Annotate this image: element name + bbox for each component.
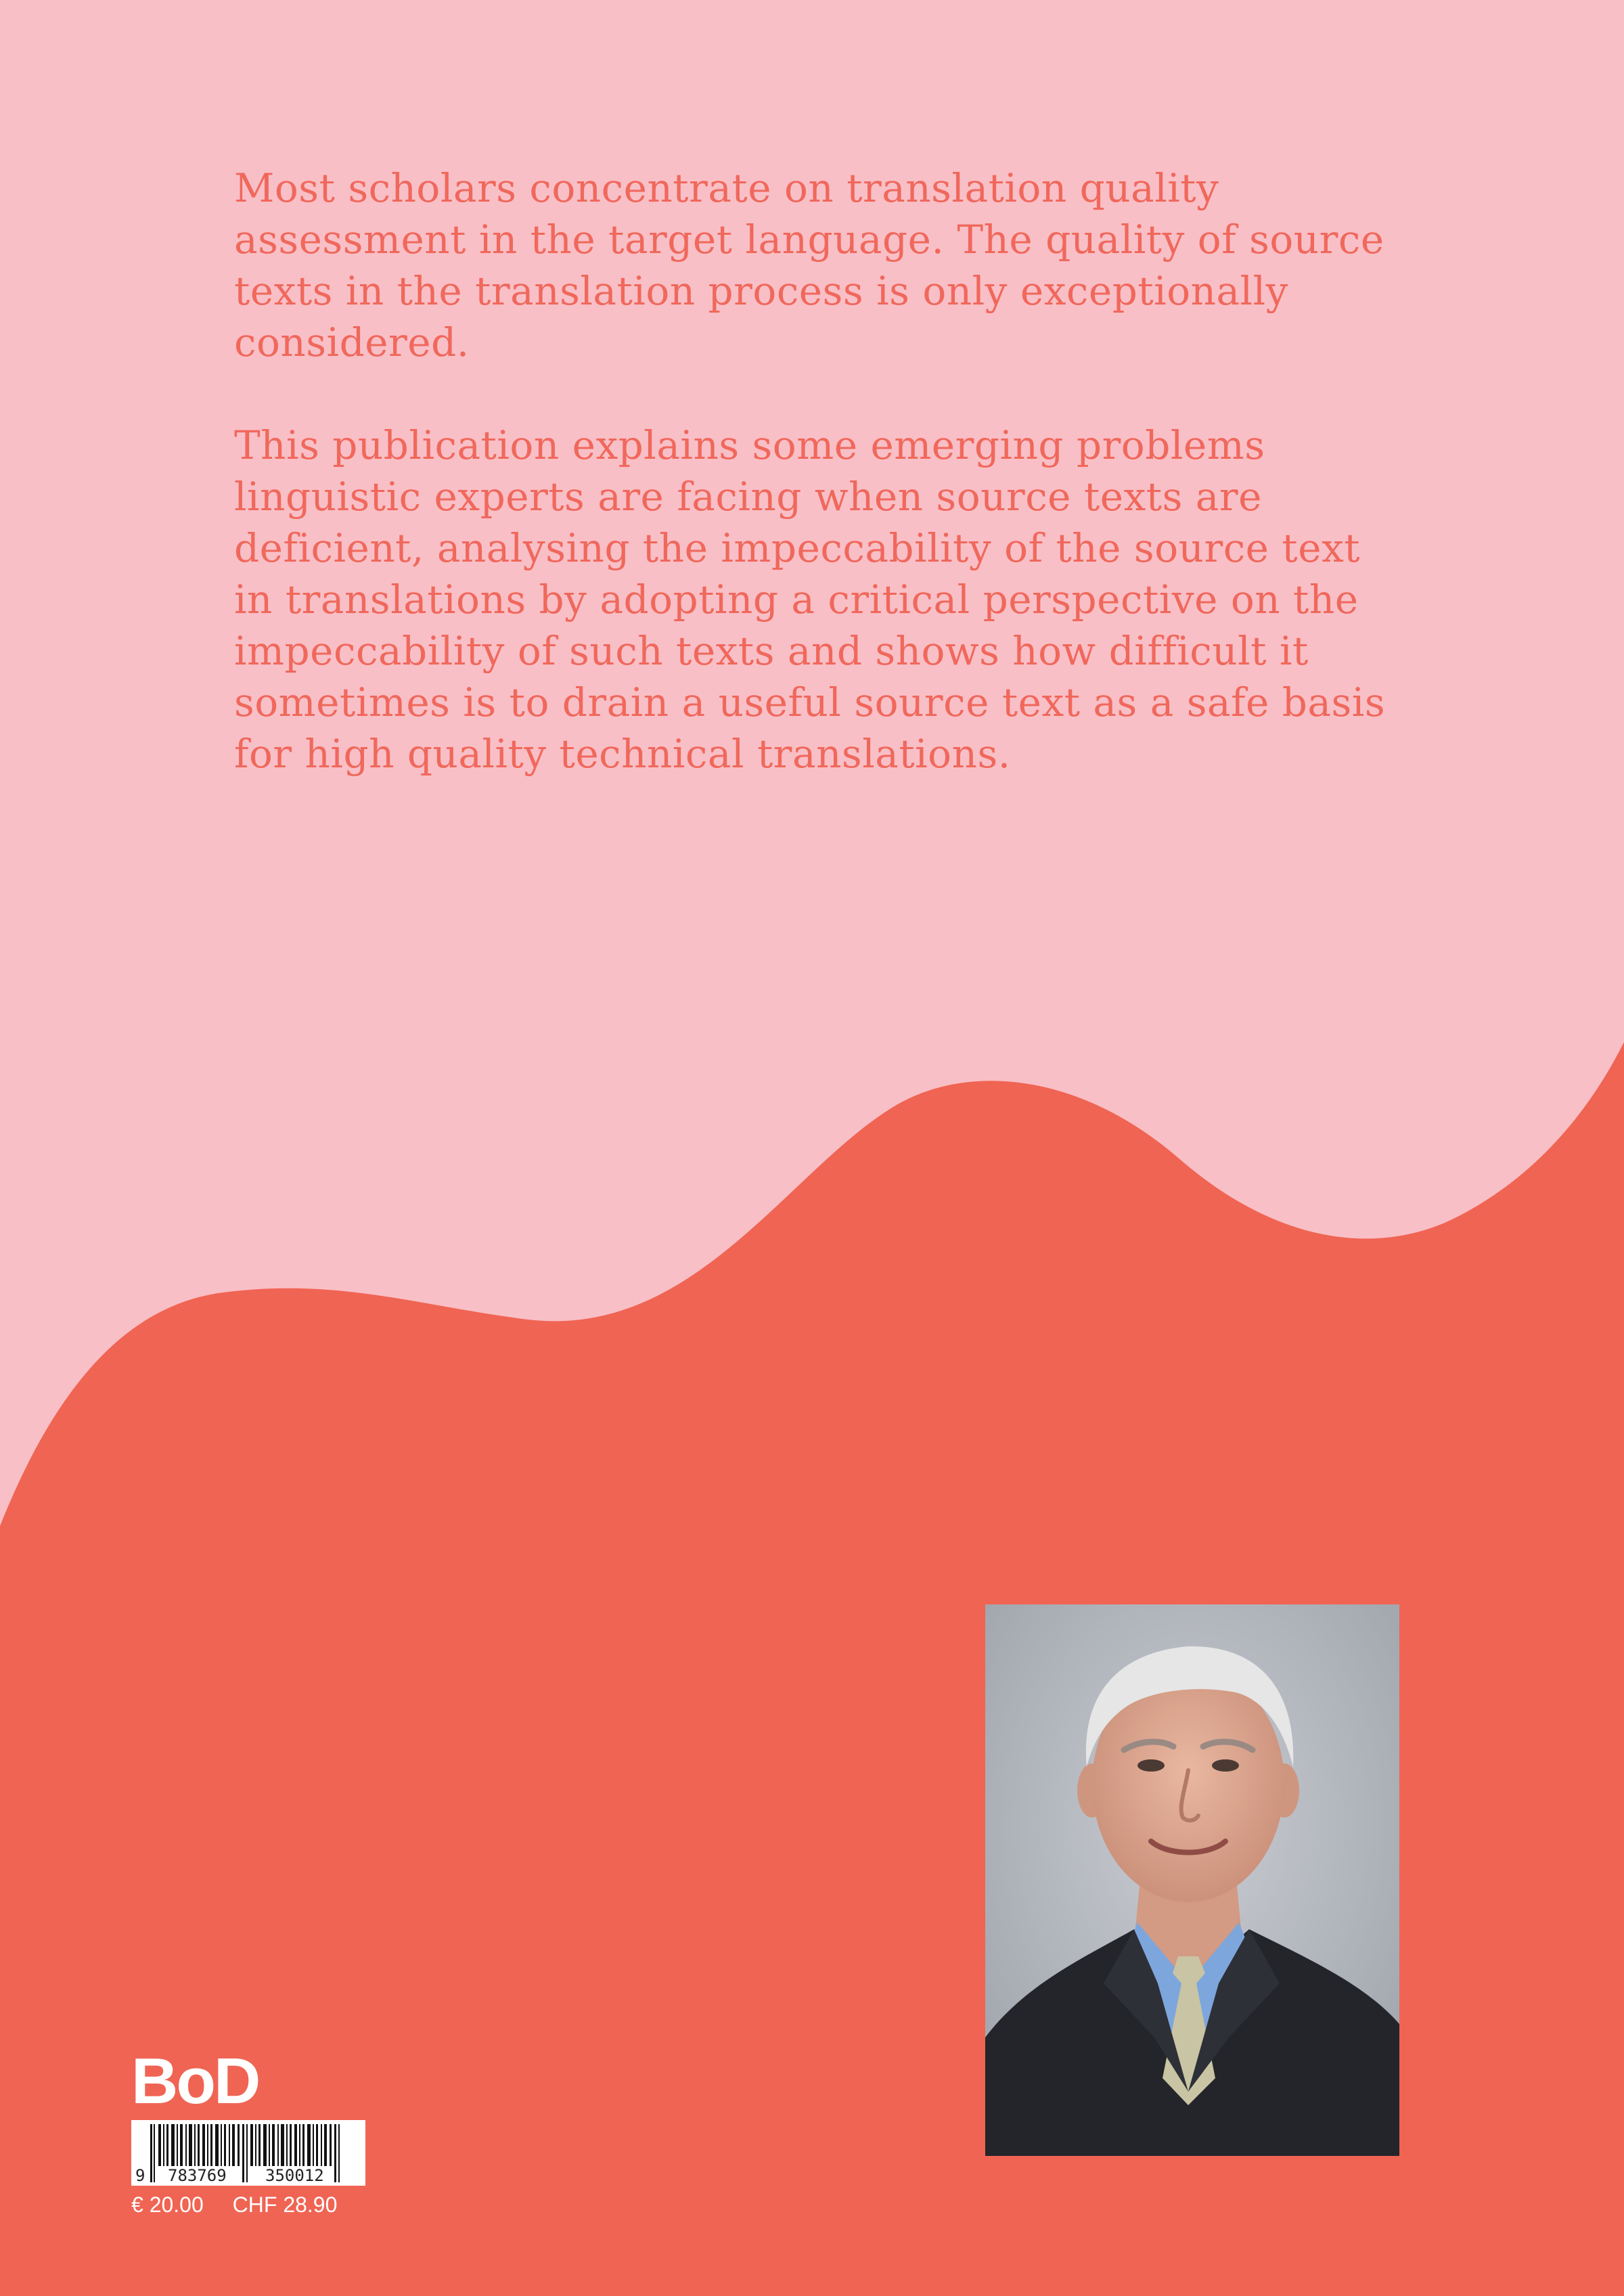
blurb-paragraph-2: This publication explains some emerging problems linguistic experts are facing when source texts are deficient, analysing the impeccability of the source text in translations by adopting a critical perspective on the impeccability of such texts and shows how difficult it sometimes is to drain a useful source text as a safe basis for high quality technical translations.	[234, 422, 1386, 777]
isbn-group-1: 783769	[168, 2166, 227, 2185]
isbn-barcode	[131, 2120, 365, 2186]
blurb-paragraph-1: Most scholars concentrate on translation quality assessment in the target language. The quality of source texts in the translation process is only exceptionally considered.	[234, 165, 1384, 365]
isbn-group-2: 350012	[265, 2166, 324, 2185]
price-line	[131, 2192, 337, 2217]
publisher-logo: BoD	[131, 2045, 259, 2117]
author-photo	[985, 1604, 1399, 2156]
back-cover-blurb	[234, 162, 1398, 780]
price-eur: € 20.00	[131, 2192, 204, 2217]
price-chf: CHF 28.90	[232, 2192, 338, 2217]
isbn-prefix: 9	[135, 2166, 145, 2185]
